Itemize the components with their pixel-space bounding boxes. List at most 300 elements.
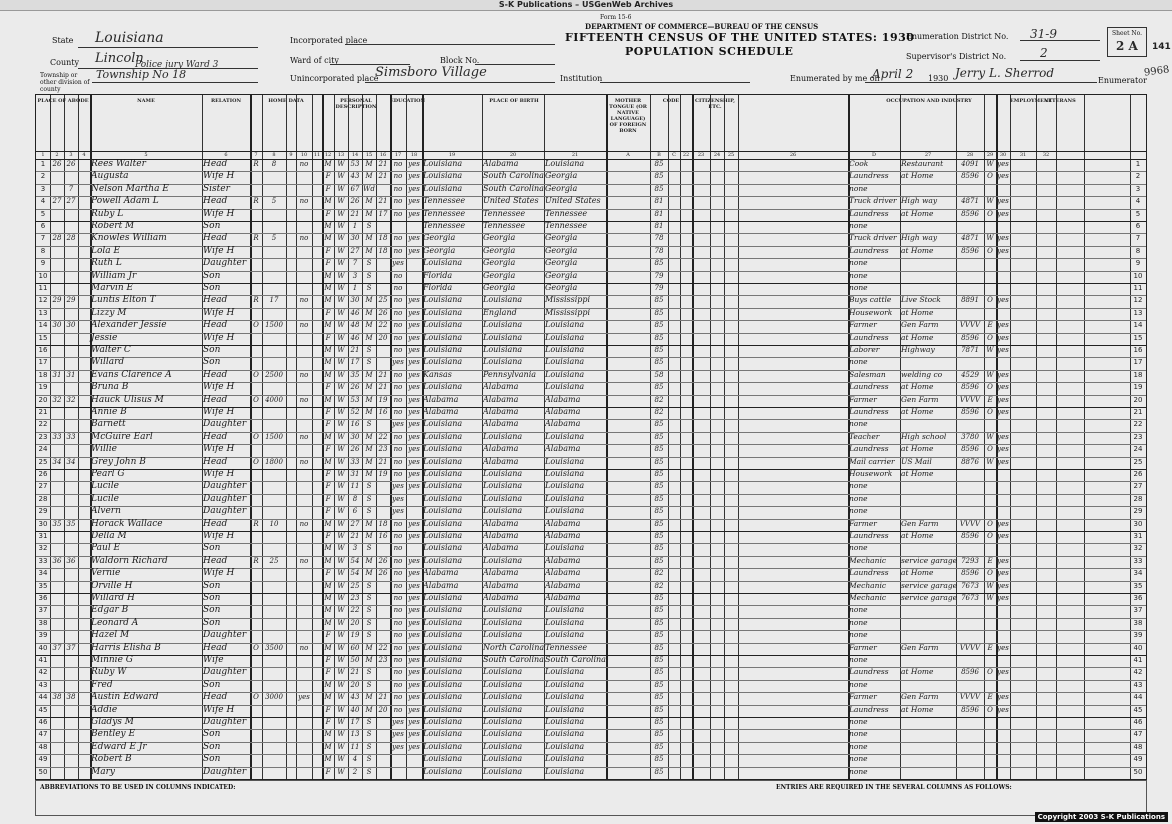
column-number: 16 [379,152,387,158]
column-group-header: EMPLOYMENT [1010,98,1053,104]
cell-sex: M [324,222,332,230]
cell-code: 85 [654,358,664,367]
cell-fam: 7 [68,184,74,193]
cell-code: 85 [654,172,664,181]
cell-age: 30 [350,234,360,243]
cell-lit: yes [408,556,420,565]
cell-oc: 8876 [961,457,979,466]
cell-bp: Louisiana [423,717,463,726]
cell-rel: Son [203,754,221,765]
cell-cw: E [987,643,993,652]
cell-am: 18 [378,519,388,528]
cell-mar: S [366,271,372,280]
cell-code: 85 [654,767,664,776]
line-number-right: 30 [1133,519,1143,528]
county-label: County [50,58,79,67]
cell-fam: 33 [66,432,76,441]
cell-oc: 8596 [961,668,979,677]
cell-occ: Mechanic [849,593,887,602]
cell-bp: Tennessee [423,221,466,230]
cell-name: Lucile [91,493,119,504]
cell-occ: none [849,717,868,726]
cell-fam: 28 [66,234,76,243]
cell-rel: Daughter [203,717,247,727]
cell-mar: M [365,395,373,404]
cell-occ: Truck driver [849,233,897,243]
cell-oc: 8596 [961,445,979,454]
line-number-right: 35 [1133,581,1143,590]
department-line: DEPARTMENT OF COMMERCE—BUREAU OF THE CENSUS [585,22,819,31]
column-number: D [871,152,876,158]
cell-emp: yes [997,445,1009,454]
cell-mbp: Georgia [545,245,578,255]
cell-rel: Daughter [203,493,247,504]
cell-occ: Farmer [849,320,877,330]
cell-race: W [337,470,345,478]
cell-ind: at Home [901,531,934,540]
cell-sex: F [325,383,331,392]
cell-dw: 35 [52,519,62,528]
cell-radio: no [299,556,309,565]
line-number-right: 5 [1135,209,1141,218]
cell-bp: Louisiana [423,692,463,702]
cell-age: 31 [350,470,360,478]
line-number: 6 [40,222,46,230]
cell-code: 85 [654,308,664,317]
cell-am: 20 [378,333,388,342]
cell-am: 21 [378,457,388,466]
cell-oc: VVVV [959,693,981,702]
cell-dw: 36 [52,556,62,565]
cell-rel: Head [203,233,228,244]
cell-lit: yes [408,594,420,602]
cell-race: W [337,308,345,317]
cell-ind: service garage [901,580,958,590]
cell-fam: 27 [66,197,76,206]
cell-rel: Son [203,221,221,231]
line-number-right: 31 [1133,532,1143,540]
line-number: 5 [40,209,46,218]
cell-code: 85 [654,494,664,503]
cell-race: W [337,569,345,578]
archive-banner: S-K Publications – USGenWeb Archives [0,0,1172,11]
cell-age: 17 [350,718,360,726]
cell-emp: yes [997,556,1009,565]
column-number: 8 [272,152,276,158]
cell-mbp: Louisiana [545,630,585,640]
cell-age: 46 [350,308,360,317]
cell-rel: Son [203,679,221,690]
cell-sex: M [324,556,332,565]
cell-rel: Head [203,692,228,703]
cell-sex: M [324,755,332,764]
cell-fbp: Alabama [483,543,519,553]
line-number-right: 41 [1133,656,1143,664]
cell-code: 82 [654,581,664,590]
cell-emp: yes [997,457,1009,466]
line-number-right: 13 [1133,308,1143,317]
cell-age: 7 [352,259,358,268]
line-number-right: 44 [1133,693,1143,702]
cell-oc: 8596 [961,408,979,416]
cell-lit: yes [408,643,420,652]
cell-mbp: Alabama [545,531,581,540]
line-number-right: 47 [1133,730,1143,739]
cell-mbp: Louisiana [545,332,585,342]
cell-lit: yes [408,370,420,379]
column-divider [724,95,725,779]
cell-rel: Head [203,555,228,566]
cell-fbp: Louisiana [483,741,523,751]
enum-district-label: Enumeration District No. [906,32,1009,41]
cell-sch: no [393,643,403,652]
cell-name: Waldorn Richard [91,555,168,566]
cell-race: W [337,432,345,441]
cell-name: Mary [91,766,115,777]
line-number: 23 [38,432,48,441]
cell-name: Minnie G [91,655,133,665]
cell-race: W [337,445,345,454]
cell-emp: yes [997,432,1009,441]
cell-sch: no [393,271,403,280]
cell-ind: at Home [901,382,934,392]
ward-of-city-label: Ward of city [290,56,339,65]
cell-mar: M [365,532,373,540]
cell-sch: no [393,693,403,702]
cell-fbp: Alabama [483,531,519,540]
cell-sex: M [324,606,332,615]
cell-fbp: England [483,307,517,317]
schedule-subtitle: POPULATION SCHEDULE [625,45,794,58]
cell-mar: S [366,494,372,503]
line-number-right: 26 [1133,470,1143,478]
cell-fbp: Louisiana [483,332,523,342]
enum-district-value: 31-9 [1030,27,1057,41]
line-number-right: 25 [1133,457,1143,466]
cell-code: 85 [654,631,664,640]
cell-age: 21 [350,668,360,677]
cell-mbp: South Carolina [545,655,606,664]
cell-race: W [337,668,345,677]
cell-name: Alexander Jessie [91,320,167,331]
cell-ind: Gen Farm [901,394,939,404]
cell-mar: M [365,160,373,168]
cell-sch: yes [392,742,404,751]
cell-code: 82 [654,408,664,416]
cell-val: 1800 [265,457,283,466]
cell-dw: 34 [52,457,62,466]
line-number: 37 [38,606,48,615]
line-number: 12 [38,296,48,305]
cell-mar: S [366,718,372,726]
cell-bp: Louisiana [423,766,463,776]
cell-bp: Alabama [423,580,459,590]
cell-fbp: Louisiana [483,729,523,739]
cell-age: 35 [350,370,360,379]
line-number: 43 [38,680,48,689]
cell-age: 2 [352,767,358,776]
cell-race: W [337,643,345,652]
cell-mbp: Louisiana [545,766,585,776]
column-number: 19 [448,152,456,158]
cell-rel: Wife [203,655,224,665]
cell-mbp: Louisiana [545,543,585,553]
column-group-header: CODE [662,98,680,104]
cell-occ: Salesman [849,369,886,379]
cell-age: 40 [350,705,360,714]
cell-oc: 8596 [961,333,979,342]
cell-cw: O [987,519,993,528]
cell-rel: Head [203,518,228,529]
cell-fbp: Louisiana [483,704,523,714]
column-group-header: OCCUPATION AND INDUSTRY [886,98,972,104]
cell-fbp: Tennessee [483,221,526,230]
cell-lit: yes [408,606,420,615]
line-number-right: 8 [1135,246,1141,255]
cell-fbp: Alabama [483,394,519,404]
cell-emp: yes [997,395,1009,404]
cell-bp: Louisiana [423,729,463,739]
cell-sch: yes [392,730,404,739]
cell-race: W [337,606,345,615]
cell-occ: Laundress [849,444,889,454]
column-divider [606,95,608,779]
cell-rel: Son [203,593,221,603]
cell-bp: Florida [423,270,453,280]
cell-code: 85 [654,482,664,491]
cell-race: W [337,395,345,404]
cell-am: 16 [378,408,388,416]
cell-code: 81 [654,197,664,206]
cell-mar: S [366,755,372,764]
cell-code: 85 [654,519,664,528]
cell-mbp: Alabama [545,394,581,404]
cell-sch: no [393,470,403,478]
cell-code: 85 [654,420,664,429]
cell-mar: M [365,445,373,454]
cell-ind: at Home [901,208,934,218]
cell-ind: Restaurant [901,159,944,168]
column-number: 29 [986,152,994,158]
cell-bp: Louisiana [423,655,463,664]
cell-rel: Son [203,605,221,616]
line-number: 38 [38,618,48,627]
cell-bp: Tennessee [423,196,466,206]
cell-emp: yes [997,569,1009,578]
cell-age: 60 [350,643,360,652]
cell-mbp: Alabama [545,568,581,578]
cell-own: O [253,370,259,379]
cell-mar: M [365,519,373,528]
cell-occ: Cook [849,159,869,168]
cell-name: Austin Edward [91,692,159,703]
cell-oc: 4091 [961,160,979,168]
cell-ind: at Home [901,667,934,677]
cell-val: 1500 [265,321,283,330]
column-number: 9 [289,152,293,158]
cell-mar: M [365,246,373,255]
cell-cw: E [987,693,993,702]
cell-occ: Farmer [849,518,877,528]
cell-ind: Gen Farm [901,692,939,702]
cell-cw: E [987,556,993,565]
cell-lit: yes [408,742,420,751]
cell-code: 82 [654,395,664,404]
line-number: 25 [38,457,48,466]
cell-sch: no [393,333,403,342]
cell-sch: no [393,680,403,689]
line-number: 13 [38,308,48,317]
column-number: 17 [394,152,402,158]
cell-emp: yes [997,296,1009,305]
cell-occ: none [849,655,868,664]
cell-oc: 8596 [961,209,979,218]
cell-bp: Louisiana [423,382,463,392]
line-number-right: 39 [1133,631,1143,640]
cell-mbp: Louisiana [545,159,585,168]
cell-fbp: Georgia [483,233,516,243]
line-number-right: 38 [1133,618,1143,627]
cell-age: 3 [352,271,358,280]
cell-occ: none [849,729,868,739]
cell-mbp: Louisiana [545,667,585,677]
cell-name: Marvin E [91,283,134,293]
cell-bp: Florida [423,283,453,292]
census-table [35,94,1147,780]
county-value: Lincoln [95,51,144,66]
cell-sch: no [393,308,403,317]
cell-occ: Laundress [849,382,889,392]
cell-mbp: Louisiana [545,369,585,379]
cell-occ: Laborer [849,345,880,354]
cell-race: W [337,718,345,726]
cell-age: 54 [350,569,360,578]
cell-radio: no [299,457,309,466]
cell-oc: 8596 [961,172,979,181]
cell-fbp: Louisiana [483,754,523,764]
cell-am: 18 [378,234,388,243]
cell-sch: no [393,383,403,392]
cell-ind: at Home [901,704,934,714]
cell-fam: 35 [66,519,76,528]
line-number: 48 [38,742,48,751]
sheet-value: 2 A [1116,39,1138,53]
cell-lit: yes [408,321,420,330]
cell-occ: Laundress [849,568,889,578]
cell-mar: M [365,656,373,664]
cell-age: 8 [352,494,358,503]
cell-name: Della M [91,531,127,541]
cell-code: 85 [654,160,664,168]
cell-rel: Daughter [203,630,247,641]
cell-fam: 26 [66,160,76,168]
cell-code: 85 [654,184,664,193]
cell-rel: Wife H [203,704,235,715]
enumerated-year: 1930 [928,74,949,83]
cell-name: Leonard A [91,617,139,628]
cell-name: Willard H [91,593,135,603]
cell-age: 13 [350,730,360,739]
cell-lit: yes [408,395,420,404]
cell-rel: Sister [203,183,230,194]
cell-mar: S [366,358,372,367]
cell-sch: no [393,631,403,640]
cell-cw: O [987,209,993,218]
abbreviations-title: ABBREVIATIONS TO BE USED IN COLUMNS INDICATED: [40,784,236,791]
cell-ind: at Home [901,245,934,255]
page-number: 141 [1152,42,1171,52]
cell-mbp: Alabama [545,444,581,454]
cell-am: 21 [378,383,388,392]
line-number-right: 10 [1133,271,1143,280]
cell-rel: Head [203,394,228,405]
column-number: A [626,152,630,158]
cell-age: 1 [352,222,358,230]
cell-mbp: Alabama [545,518,581,528]
column-number: 10 [300,152,308,158]
cell-sex: F [325,532,331,540]
cell-race: W [337,457,345,466]
cell-occ: none [849,493,868,503]
cell-bp: Louisiana [423,667,463,677]
cell-occ: Laundress [849,332,889,342]
cell-cw: W [986,594,994,602]
cell-cw: W [986,370,994,379]
township-label: Township or other division of county [40,72,90,93]
cell-emp: yes [997,209,1009,218]
cell-race: W [337,532,345,540]
cell-occ: Laundress [849,245,889,255]
cell-lit: yes [408,532,420,540]
line-number: 24 [38,445,48,454]
cell-mbp: Louisiana [545,717,585,726]
cell-am: 19 [378,395,388,404]
column-group-header: NAME [137,98,155,104]
cell-name: Knowles William [91,233,167,244]
cell-emp: yes [997,519,1009,528]
cell-code: 85 [654,618,664,627]
cell-fbp: South Carolina [483,655,544,664]
cell-rel: Wife H [203,407,235,417]
cell-occ: Laundress [849,667,889,677]
unincorporated-label: Unincorporated place [290,74,379,83]
cell-code: 85 [654,445,664,454]
cell-code: 85 [654,643,664,652]
cell-fbp: Louisiana [483,692,523,702]
cell-am: 22 [378,321,388,330]
cell-name: Rees Walter [91,159,146,169]
cell-own: R [253,296,259,305]
cell-sex: M [324,284,332,292]
cell-mbp: Louisiana [545,320,585,330]
line-number-right: 23 [1133,432,1143,441]
cell-rel: Wife H [203,208,235,219]
line-number-right: 22 [1133,420,1143,429]
cell-code: 79 [654,271,664,280]
line-number: 15 [38,333,48,342]
cell-occ: Laundress [849,171,889,181]
cell-code: 85 [654,259,664,268]
line-number: 34 [38,569,48,578]
cell-lit: yes [408,346,420,354]
cell-occ: none [849,283,868,292]
cell-occ: none [849,605,868,615]
column-number: 15 [365,152,373,158]
cell-mar: S [366,618,372,627]
column-number: 20 [509,152,517,158]
column-number: 30 [999,152,1007,158]
line-number: 49 [38,755,48,764]
